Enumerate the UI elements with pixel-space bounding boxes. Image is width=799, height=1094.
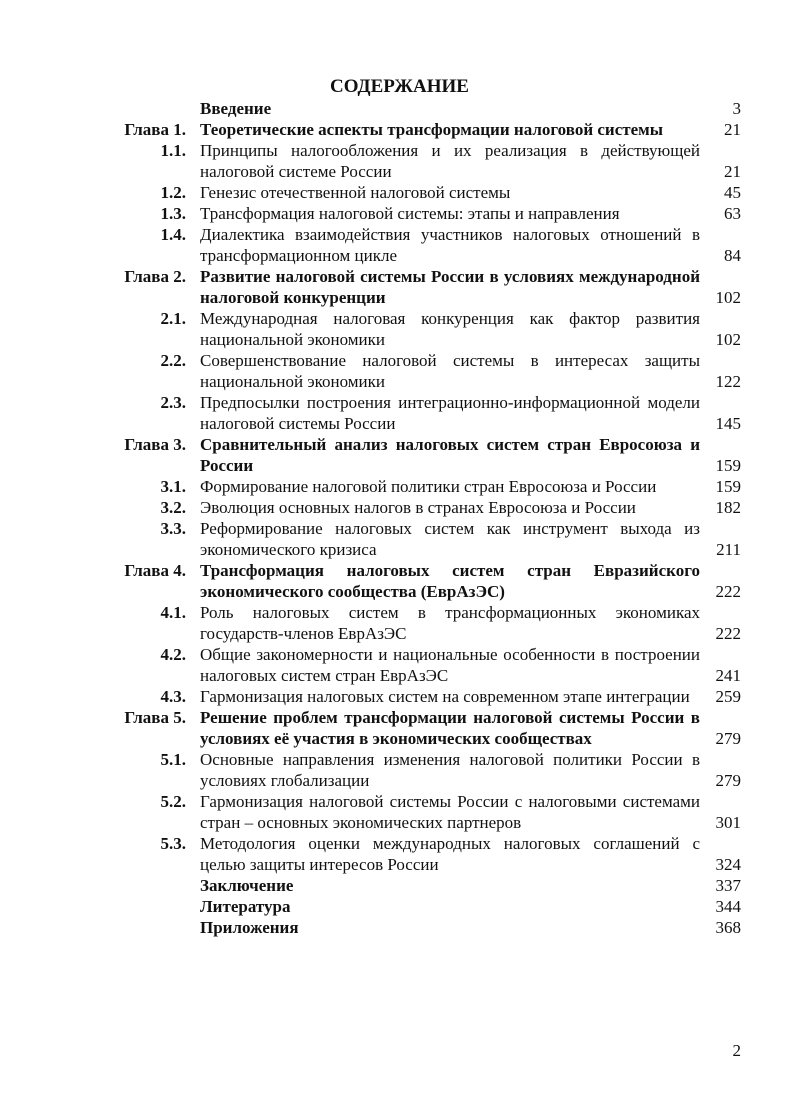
toc-entry-section-2-1 <box>0 308 799 350</box>
toc-entry-section-5-2 <box>0 791 799 833</box>
page-number: 2 <box>732 1041 741 1060</box>
toc-entry-intro <box>0 98 799 119</box>
entry-page: 159 <box>715 456 741 475</box>
toc-entry-section-5-3 <box>0 833 799 875</box>
entry-page: 222 <box>715 582 741 601</box>
toc-entry-conclusion <box>0 875 799 896</box>
entry-page: 301 <box>715 813 741 832</box>
entry-number: Глава 1. <box>124 120 186 139</box>
entry-title: Решение проблем трансформации налоговой системы России в условиях её участия в экономических сообществах <box>200 708 700 748</box>
entry-page: 45 <box>724 183 741 202</box>
entry-title: Теоретические аспекты трансформации налоговой системы <box>200 120 663 139</box>
toc-entry-section-5-1 <box>0 749 799 791</box>
entry-page: 84 <box>724 246 741 265</box>
entry-page: 122 <box>715 372 741 391</box>
entry-page: 344 <box>715 897 741 916</box>
entry-number: 5.1. <box>160 750 186 769</box>
entry-title: Методология оценки международных налоговых соглашений с целью защиты интересов России <box>200 834 700 874</box>
entry-title: Трансформация налоговых систем стран Евразийского экономического сообщества (ЕврАзЭС) <box>200 561 700 601</box>
entry-page: 182 <box>715 498 741 517</box>
entry-number: 3.2. <box>160 498 186 517</box>
toc-title: СОДЕРЖАНИЕ <box>330 76 469 97</box>
toc-entry-section-1-3 <box>0 203 799 224</box>
entry-title: Трансформация налоговой системы: этапы и направления <box>200 204 620 223</box>
entry-number: 2.2. <box>160 351 186 370</box>
toc-entry-section-2-3 <box>0 392 799 434</box>
entry-title: Заключение <box>200 876 294 895</box>
entry-title: Основные направления изменения налоговой политики России в условиях глобализации <box>200 750 700 790</box>
toc-entry-section-3-3 <box>0 518 799 560</box>
entry-number: 4.1. <box>160 603 186 622</box>
entry-title: Эволюция основных налогов в странах Евросоюза и России <box>200 498 636 517</box>
entry-page: 222 <box>715 624 741 643</box>
toc-entry-chapter-3 <box>0 434 799 476</box>
entry-title: Роль налоговых систем в трансформационных экономиках государств-членов ЕврАзЭС <box>200 603 700 643</box>
entry-page: 3 <box>732 99 741 118</box>
entry-title: Введение <box>200 99 272 118</box>
toc-entry-appendices <box>0 917 799 938</box>
entry-number: 3.1. <box>160 477 186 496</box>
entry-number: 1.1. <box>160 141 186 160</box>
toc-entry-section-4-3 <box>0 686 799 707</box>
entry-page: 145 <box>715 414 741 433</box>
entry-page: 241 <box>715 666 741 685</box>
entry-number: 5.3. <box>160 834 186 853</box>
entry-title: Развитие налоговой системы России в условиях международной налоговой конкуренции <box>200 267 700 307</box>
entry-title: Литература <box>200 897 291 916</box>
entry-title: Совершенствование налоговой системы в интересах защиты национальной экономики <box>200 351 700 391</box>
toc-entry-literature <box>0 896 799 917</box>
entry-title: Генезис отечественной налоговой системы <box>200 183 511 202</box>
entry-number: 2.3. <box>160 393 186 412</box>
toc-entry-chapter-1 <box>0 119 799 140</box>
entry-number: 1.3. <box>160 204 186 223</box>
entry-title: Формирование налоговой политики стран Евросоюза и России <box>200 477 657 496</box>
toc-entry-chapter-4 <box>0 560 799 602</box>
entry-number: 3.3. <box>160 519 186 538</box>
entry-title: Предпосылки построения интеграционно-информационной модели налоговой системы России <box>200 393 700 433</box>
entry-title: Общие закономерности и национальные особенности в построении налоговых систем стран ЕврАзЭС <box>200 645 700 685</box>
entry-page: 279 <box>715 771 741 790</box>
entry-page: 21 <box>724 120 741 139</box>
toc-entry-section-3-1 <box>0 476 799 497</box>
entry-number: Глава 2. <box>124 267 186 286</box>
entry-number: 4.2. <box>160 645 186 664</box>
entry-page: 159 <box>715 477 741 496</box>
entry-page: 102 <box>715 330 741 349</box>
entry-number: 1.4. <box>160 225 186 244</box>
entry-title: Сравнительный анализ налоговых систем стран Евросоюза и России <box>200 435 700 475</box>
toc-entry-section-1-1 <box>0 140 799 182</box>
entry-title: Гармонизация налоговых систем на современном этапе интеграции <box>200 687 690 706</box>
toc-entry-section-1-4 <box>0 224 799 266</box>
entry-number: 5.2. <box>160 792 186 811</box>
toc-entry-section-4-2 <box>0 644 799 686</box>
entry-page: 324 <box>715 855 741 874</box>
entry-number: 1.2. <box>160 183 186 202</box>
entry-title: Реформирование налоговых систем как инструмент выхода из экономического кризиса <box>200 519 700 559</box>
toc-entry-chapter-2 <box>0 266 799 308</box>
entry-page: 102 <box>715 288 741 307</box>
entry-title: Международная налоговая конкуренция как фактор развития национальной экономики <box>200 309 700 349</box>
entry-title: Гармонизация налоговой системы России с налоговыми системами стран – основных экономических партнеров <box>200 792 700 832</box>
entry-page: 21 <box>724 162 741 181</box>
table-of-contents <box>0 98 799 938</box>
entry-page: 337 <box>715 876 741 895</box>
entry-page: 211 <box>716 540 741 559</box>
entry-number: Глава 4. <box>124 561 186 580</box>
toc-entry-section-3-2 <box>0 497 799 518</box>
entry-number: Глава 3. <box>124 435 186 454</box>
entry-title: Приложения <box>200 918 299 937</box>
entry-page: 368 <box>715 918 741 937</box>
entry-number: 4.3. <box>160 687 186 706</box>
toc-entry-section-1-2 <box>0 182 799 203</box>
entry-page: 279 <box>715 729 741 748</box>
toc-entry-section-2-2 <box>0 350 799 392</box>
toc-entry-section-4-1 <box>0 602 799 644</box>
entry-title: Диалектика взаимодействия участников налоговых отношений в трансформационном цикле <box>200 225 700 265</box>
entry-title: Принципы налогообложения и их реализация в действующей налоговой системе России <box>200 141 700 181</box>
entry-page: 259 <box>715 687 741 706</box>
entry-number: Глава 5. <box>124 708 186 727</box>
toc-entry-chapter-5 <box>0 707 799 749</box>
entry-number: 2.1. <box>160 309 186 328</box>
entry-page: 63 <box>724 204 741 223</box>
